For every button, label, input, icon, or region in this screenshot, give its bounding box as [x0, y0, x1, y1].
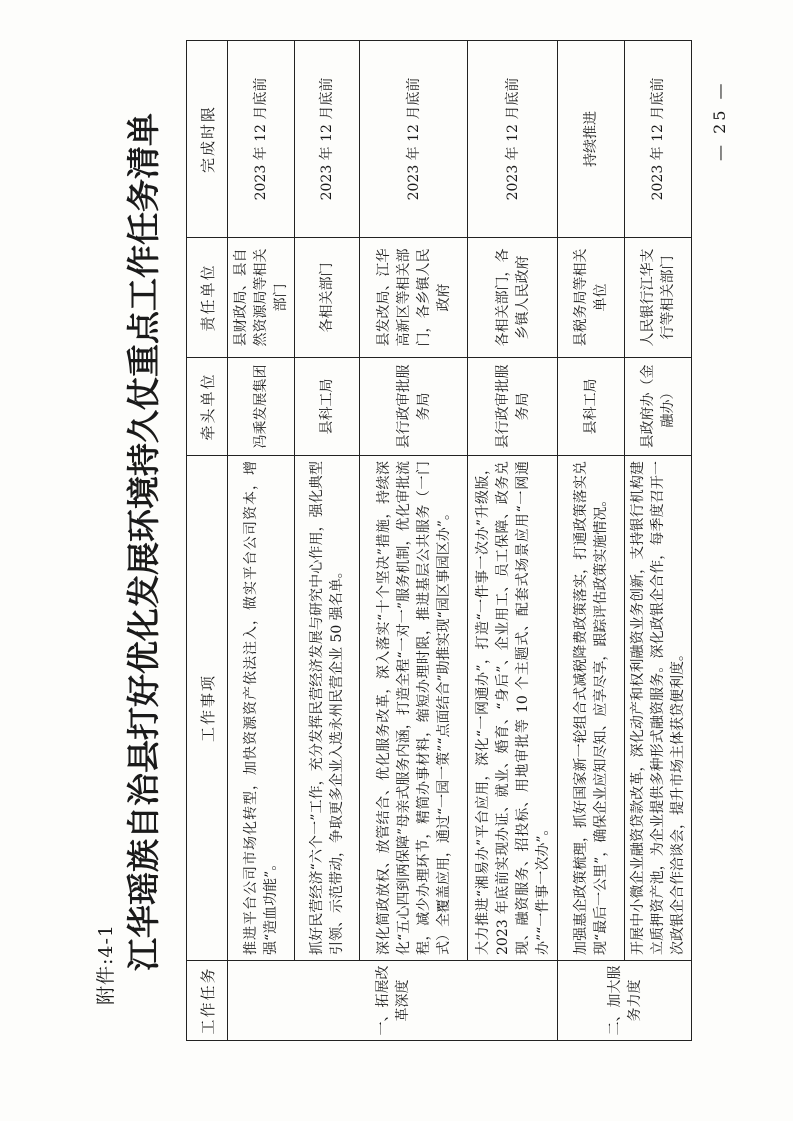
responsible-unit: 县税务局等相关单位	[558, 238, 625, 358]
deadline: 2023 年 12 月底前	[228, 41, 295, 238]
task-group-1: 一、拓展改革深度	[228, 961, 558, 1041]
table-header-row	[187, 41, 228, 1041]
header-task-category: 工作任务	[187, 961, 228, 1041]
document-title: 江华瑶族自治县打好优化发展环境持久仗重点工作任务清单	[124, 113, 163, 971]
header-deadline: 完成时限	[187, 41, 228, 238]
task-description: 开展中小微企业融资贷款改革，深化动产和权利融资业务创新，支持银行机构建立质押资产池，为企业提供多种形式融资服务。深化政银企合作，每季度召开一次政银企合作洽谈会，提升市场主体获贷便利度。	[625, 456, 692, 961]
header-lead-unit: 牵头单位	[187, 358, 228, 456]
responsible-unit: 各相关部门，各乡镇人民政府	[468, 238, 558, 358]
task-description: 深化简政放权、放管结合、优化服务改革，深入落实“十个坚决”措施，持续深化“五心四到两保障”母亲式服务内涵，打造全程“一对一”服务机制，优化审批流程，减少办理环节，精简办事材料，缩短办理时限，推进基层公共服务（一门式）全覆盖应用，通过“一园一策”“点面结合”助推实现“园区事园区办”。	[360, 456, 468, 961]
task-description: 推进平台公司市场化转型，加快资源资产依法注入，做实平台公司资本，增强“造血功能”。	[228, 456, 295, 961]
task-description: 加强惠企政策梳理，抓好国家新一轮组合式减税降费政策落实，打通政策落实兑现“最后一公里”，确保企业应知尽知、应享尽享，跟踪评估政策实施情况。	[558, 456, 625, 961]
deadline: 2023 年 12 月底前	[468, 41, 558, 238]
table-row	[295, 41, 360, 1041]
deadline: 2023 年 12 月底前	[625, 41, 692, 238]
table-row	[468, 41, 558, 1041]
deadline: 2023 年 12 月底前	[295, 41, 360, 238]
lead-unit: 县政府办（金融办）	[625, 358, 692, 456]
lead-unit: 县行政审批服务局	[468, 358, 558, 456]
page-number: — 25 —	[710, 80, 729, 161]
deadline: 持续推进	[558, 41, 625, 238]
responsible-unit: 县财政局、县自然资源局等相关部门	[228, 238, 295, 358]
deadline: 2023 年 12 月底前	[360, 41, 468, 238]
responsible-unit: 人民银行江华支行等相关部门	[625, 238, 692, 358]
lead-unit: 县行政审批服务局	[360, 358, 468, 456]
table-row	[360, 41, 468, 1041]
table-row	[625, 41, 692, 1041]
header-task-item: 工作事项	[187, 456, 228, 961]
responsible-unit: 各相关部门	[295, 238, 360, 358]
lead-unit: 冯乘发展集团	[228, 358, 295, 456]
task-description: 抓好民营经济“六个一”工作，充分发挥民营经济发展与研究中心作用，强化典型引领、示范带动，争取更多企业入选永州民营企业 50 强名单。	[295, 456, 360, 961]
task-group-2: 二、加大服务力度	[558, 961, 692, 1041]
table-row	[228, 41, 295, 1041]
header-responsible-unit: 责任单位	[187, 238, 228, 358]
task-table	[186, 40, 692, 1041]
responsible-unit: 县发改局、江华高新区等相关部门，各乡镇人民政府	[360, 238, 468, 358]
attachment-label: 附件:4-1	[95, 924, 117, 1005]
lead-unit: 县科工局	[558, 358, 625, 456]
table-row	[558, 41, 625, 1041]
lead-unit: 县科工局	[295, 358, 360, 456]
task-description: 大力推进“湘易办”平台应用，深化“一网通办”，打造“一件事一次办”升级版，2023 年底前实现办证、就业、婚育、“身后”、企业用工、员工保障、政务兑现、融资服务、招投标、用地审批等 10 个主题式、配套式场景应用“一网通办”“一件事一次办”。	[468, 456, 558, 961]
